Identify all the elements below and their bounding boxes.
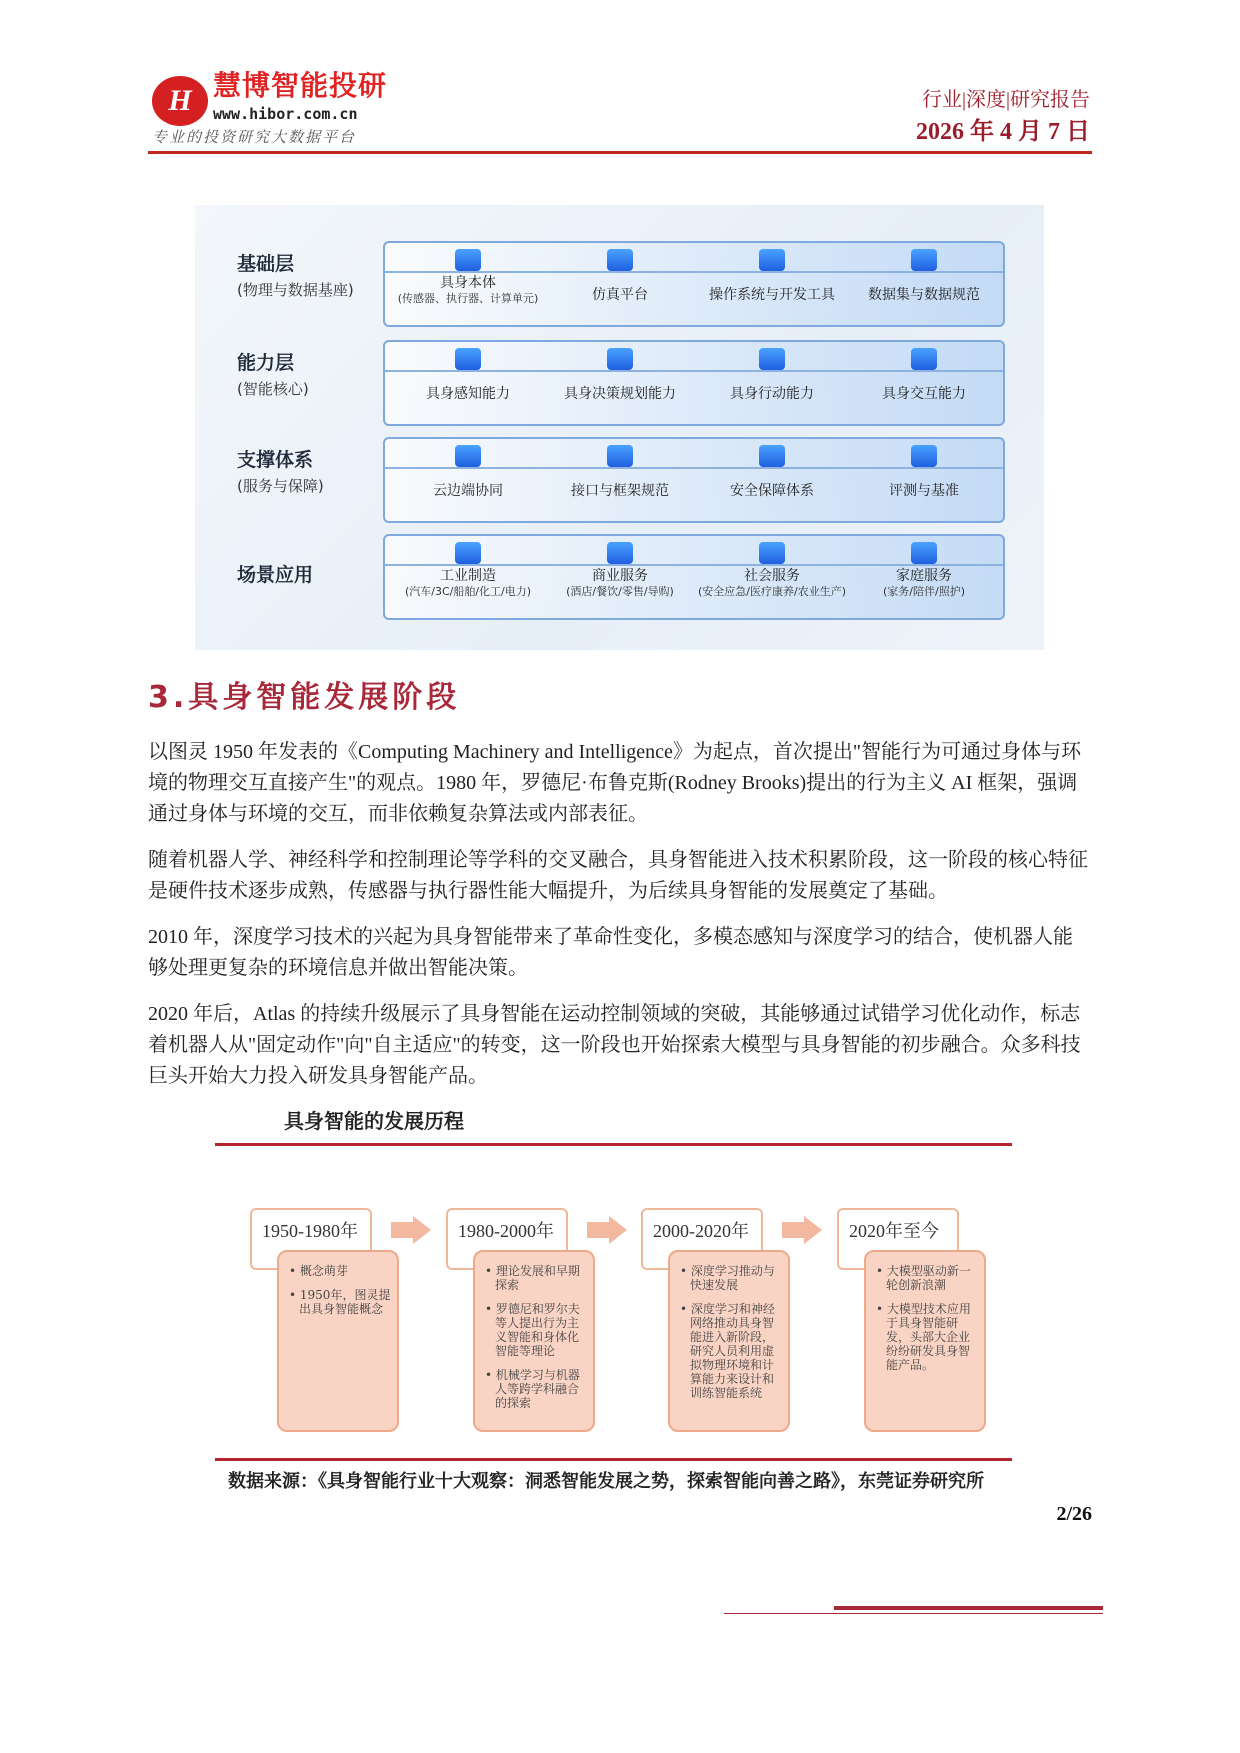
layer-item xyxy=(393,439,543,500)
layer-item xyxy=(697,243,847,304)
layer-label: 能力层 xyxy=(237,352,295,374)
arrow-icon xyxy=(413,1216,431,1244)
layer-item xyxy=(393,536,543,598)
report-type: 行业|深度|研究报告 xyxy=(921,89,1090,111)
item-name: 工业制造 xyxy=(440,568,496,584)
section-title: 3.具身智能发展阶段 xyxy=(148,680,461,715)
layer-item xyxy=(393,243,543,305)
module-icon xyxy=(455,542,481,564)
module-icon xyxy=(911,348,937,370)
module-icon xyxy=(911,249,937,271)
module-icon xyxy=(759,542,785,564)
paragraph: 以图灵 1950 年发表的《Computing Machinery and Intelligence》为起点，首次提出"智能行为可通过身体与环境的物理交互直接产生"的观点。1980 年，罗德尼·布鲁克斯(Rodney Brooks)提出的行为主义 AI 框架，强调通过身体与环境的交互，而非依赖复杂算法或内部表征。 xyxy=(148,741,1082,825)
layer-item xyxy=(545,243,695,304)
layer-row xyxy=(383,241,1005,327)
stage-point-text: 理论发展和早期探索 xyxy=(495,1264,580,1292)
layer-sublabel: (物理与数据基座) xyxy=(237,281,354,299)
layer-sublabel: (智能核心) xyxy=(237,380,309,398)
module-icon xyxy=(911,445,937,467)
stage-details xyxy=(277,1250,399,1432)
layer-row xyxy=(383,534,1005,620)
logo-url: www.hibor.com.cn xyxy=(213,105,358,123)
layer-item xyxy=(697,342,847,403)
item-name: 具身决策规划能力 xyxy=(564,386,676,402)
item-sub: (安全应急/医疗康养/农业生产) xyxy=(698,585,846,598)
stage-point-text: 大模型驱动新一轮创新浪潮 xyxy=(886,1264,971,1292)
layer-row xyxy=(383,437,1005,523)
module-icon xyxy=(759,445,785,467)
stage-point: • 概念萌芽 xyxy=(289,1264,348,1278)
layer-label: 场景应用 xyxy=(237,564,314,586)
stage-details xyxy=(473,1250,595,1432)
paragraph: 2010 年，深度学习技术的兴起为具身智能带来了革命性变化，多模态感知与深度学习的结合，使机器人能够处理更复杂的环境信息并做出智能决策。 xyxy=(148,926,1073,979)
logo-slogan: 专业的投资研究大数据平台 xyxy=(152,128,357,146)
item-sub: (传感器、执行器、计算单元) xyxy=(397,292,539,305)
arrow-icon xyxy=(609,1216,627,1244)
stage-point: • 深度学习推动与快速发展 xyxy=(680,1264,775,1292)
architecture-diagram xyxy=(195,205,1044,650)
module-icon xyxy=(759,249,785,271)
arrow-icon xyxy=(804,1216,822,1244)
stage-point: • 深度学习和神经网络推动具身智能进入新阶段，研究人员利用虚拟物理环境和计算能力来设计和训练智能系统 xyxy=(680,1302,775,1400)
layer-item xyxy=(849,439,999,500)
layer-item xyxy=(849,536,999,598)
item-name: 家庭服务 xyxy=(896,568,952,584)
module-icon xyxy=(607,445,633,467)
stage-point: • 大模型技术应用于具身智能研发，头部大企业纷纷研发具身智能产品。 xyxy=(876,1302,971,1372)
layer-item xyxy=(849,243,999,304)
item-sub: (酒店/餐饮/零售/导购) xyxy=(566,585,674,598)
layer-item xyxy=(697,536,847,598)
item-name: 接口与框架规范 xyxy=(571,483,669,499)
layer-item xyxy=(545,439,695,500)
item-name: 社会服务 xyxy=(744,568,800,584)
item-name: 云边端协同 xyxy=(433,483,503,499)
stage-point: • 1950年，图灵提出具身智能概念 xyxy=(289,1288,391,1316)
logo-mark: H xyxy=(152,76,208,126)
item-name: 具身感知能力 xyxy=(426,386,510,402)
report-date: 2026 年 4 月 7 日 xyxy=(916,119,1090,145)
item-name: 具身交互能力 xyxy=(882,386,966,402)
item-name: 安全保障体系 xyxy=(730,483,814,499)
arrow-icon xyxy=(391,1222,413,1238)
stage-point-text: 1950年，图灵提出具身智能概念 xyxy=(299,1288,391,1316)
stage-period: 1950-1980年 xyxy=(250,1208,372,1270)
header-divider xyxy=(148,151,1092,154)
stage-point: • 理论发展和早期探索 xyxy=(485,1264,580,1292)
layer-item xyxy=(849,342,999,403)
figure-source: 数据来源：《具身智能行业十大观察：洞悉智能发展之势，探索智能向善之路》，东莞证券研究所 xyxy=(228,1471,984,1492)
item-name: 具身行动能力 xyxy=(730,386,814,402)
layer-row xyxy=(383,340,1005,426)
stage-period: 2000-2020年 xyxy=(641,1208,763,1270)
item-name: 仿真平台 xyxy=(592,287,648,303)
module-icon xyxy=(607,542,633,564)
stage-point-text: 机械学习与机器人等跨学科融合的探索 xyxy=(495,1368,580,1410)
page-number: 2/26 xyxy=(1056,1503,1092,1525)
item-name: 评测与基准 xyxy=(889,483,959,499)
module-icon xyxy=(455,445,481,467)
stage-details xyxy=(668,1250,790,1432)
layer-item xyxy=(545,342,695,403)
arrow-icon xyxy=(782,1222,804,1238)
layer-item xyxy=(393,342,543,403)
layer-label: 支撑体系 xyxy=(237,449,314,471)
paragraph: 2020 年后，Atlas 的持续升级展示了具身智能在运动控制领域的突破，其能够通过试错学习优化动作，标志着机器人从"固定动作"向"自主适应"的转变，这一阶段也开始探索大模型与具身智能的初步融合。众多科技巨头开始大力投入研发具身智能产品。 xyxy=(148,1003,1081,1087)
paragraph: 随着机器人学、神经科学和控制理论等学科的交叉融合，具身智能进入技术积累阶段，这一阶段的核心特征是硬件技术逐步成熟，传感器与执行器性能大幅提升，为后续具身智能的发展奠定了基础。 xyxy=(148,849,1088,902)
stage-point: • 大模型驱动新一轮创新浪潮 xyxy=(876,1264,971,1292)
layer-item xyxy=(697,439,847,500)
stage-point-text: 罗德尼和罗尔夫等人提出行为主义智能和身体化智能等理论 xyxy=(495,1302,580,1358)
stage-point-text: 概念萌芽 xyxy=(299,1264,348,1278)
module-icon xyxy=(607,249,633,271)
module-icon xyxy=(911,542,937,564)
arrow-icon xyxy=(587,1222,609,1238)
layer-sublabel: (服务与保障) xyxy=(237,477,324,495)
stage-point: • 罗德尼和罗尔夫等人提出行为主义智能和身体化智能等理论 xyxy=(485,1302,580,1358)
stage-period: 2020年至今 xyxy=(837,1208,959,1270)
module-icon xyxy=(607,348,633,370)
module-icon xyxy=(455,249,481,271)
module-icon xyxy=(455,348,481,370)
timeline xyxy=(148,1146,1092,1458)
stage-point-text: 大模型技术应用于具身智能研发，头部大企业纷纷研发具身智能产品。 xyxy=(886,1302,971,1372)
layer-item xyxy=(545,536,695,598)
figure-divider xyxy=(215,1458,1012,1461)
item-sub: (家务/陪伴/照护) xyxy=(883,585,965,598)
figure-title: 具身智能的发展历程 xyxy=(284,1109,464,1133)
item-name: 操作系统与开发工具 xyxy=(709,287,835,303)
item-name: 具身本体 xyxy=(440,275,496,291)
footer-line xyxy=(834,1606,1103,1610)
stage-point: • 机械学习与机器人等跨学科融合的探索 xyxy=(485,1368,580,1410)
item-sub: (汽车/3C/船舶/化工/电力) xyxy=(404,585,532,598)
logo-name: 慧博智能投研 xyxy=(213,69,388,102)
module-icon xyxy=(759,348,785,370)
item-name: 商业服务 xyxy=(592,568,648,584)
layer-label: 基础层 xyxy=(237,253,295,275)
stage-point-text: 深度学习推动与快速发展 xyxy=(690,1264,775,1292)
item-name: 数据集与数据规范 xyxy=(868,287,980,303)
stage-details xyxy=(864,1250,986,1432)
stage-period: 1980-2000年 xyxy=(446,1208,568,1270)
stage-point-text: 深度学习和神经网络推动具身智能进入新阶段，研究人员利用虚拟物理环境和计算能力来设计和训练智能系统 xyxy=(690,1302,775,1400)
footer-line xyxy=(724,1613,1103,1614)
section-body xyxy=(148,737,1092,1526)
